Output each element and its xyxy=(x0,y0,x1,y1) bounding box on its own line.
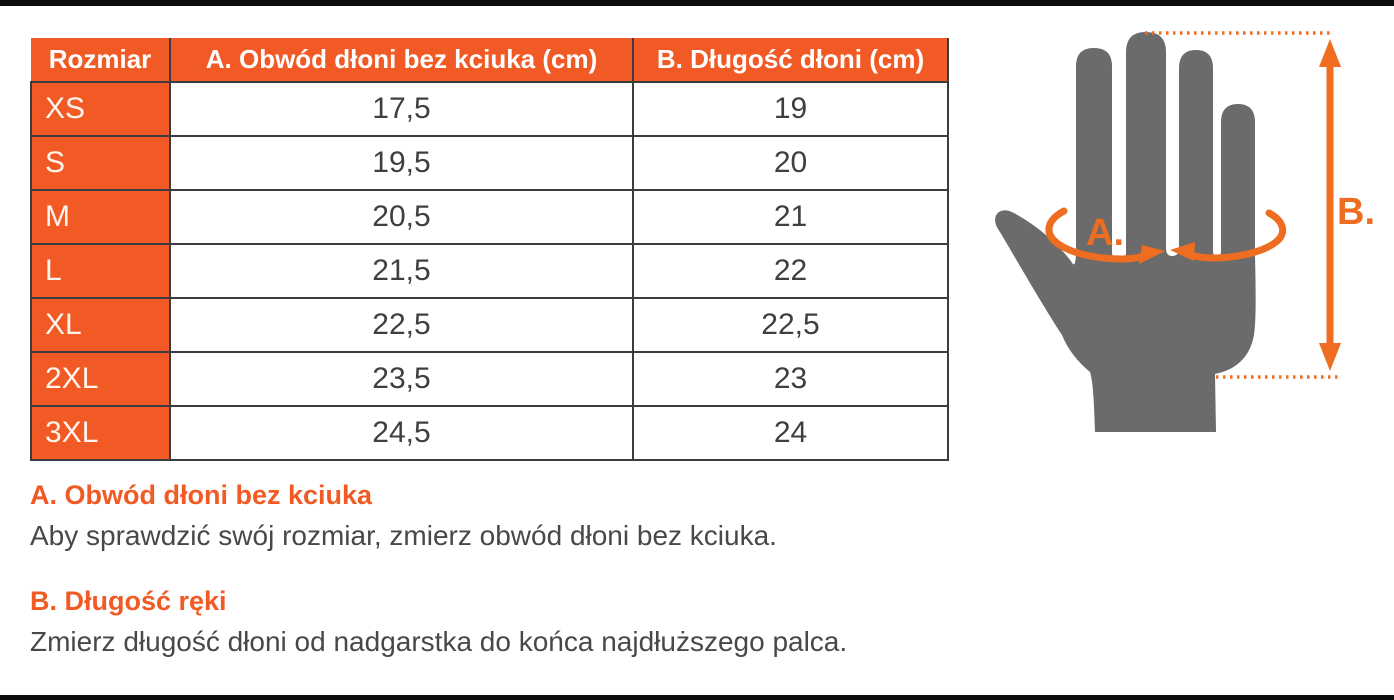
circumference-cell: 24,5 xyxy=(170,406,633,460)
size-cell: S xyxy=(31,136,170,190)
length-cell: 21 xyxy=(633,190,948,244)
table-row xyxy=(31,244,948,298)
col-header-size: Rozmiar xyxy=(31,38,170,82)
table-row xyxy=(31,406,948,460)
length-cell: 20 xyxy=(633,136,948,190)
size-cell: L xyxy=(31,244,170,298)
table-row xyxy=(31,298,948,352)
size-cell: XS xyxy=(31,82,170,136)
length-cell: 22,5 xyxy=(633,298,948,352)
section-circumference xyxy=(30,480,777,552)
col-header-circumference: A. Obwód dłoni bez kciuka (cm) xyxy=(170,38,633,82)
size-cell: XL xyxy=(31,298,170,352)
circumference-cell: 23,5 xyxy=(170,352,633,406)
circumference-cell: 22,5 xyxy=(170,298,633,352)
size-cell: 2XL xyxy=(31,352,170,406)
length-cell: 23 xyxy=(633,352,948,406)
col-header-length: B. Długość dłoni (cm) xyxy=(633,38,948,82)
length-cell: 24 xyxy=(633,406,948,460)
letterbox-bar-top xyxy=(0,0,1394,6)
table-row xyxy=(31,82,948,136)
section-length-heading: B. Długość ręki xyxy=(30,586,227,616)
table-row xyxy=(31,136,948,190)
label-b: B. xyxy=(1337,191,1375,233)
section-circumference-heading: A. Obwód dłoni bez kciuka xyxy=(30,480,373,510)
label-a: A. xyxy=(1086,212,1124,254)
hand-measurement-diagram xyxy=(960,20,1394,460)
letterbox-bar-bottom xyxy=(0,695,1394,700)
circumference-cell: 21,5 xyxy=(170,244,633,298)
hand-silhouette-shape xyxy=(995,32,1256,432)
size-cell: 3XL xyxy=(31,406,170,460)
section-length-body: Zmierz długość dłoni od nadgarstka do końca najdłuższego palca. xyxy=(30,626,848,657)
glove-size-table xyxy=(30,38,949,461)
length-cell: 19 xyxy=(633,82,948,136)
circumference-cell: 17,5 xyxy=(170,82,633,136)
table-row xyxy=(31,352,948,406)
circumference-cell: 20,5 xyxy=(170,190,633,244)
length-cell: 22 xyxy=(633,244,948,298)
table-header-row xyxy=(31,38,948,82)
size-cell: M xyxy=(31,190,170,244)
section-length xyxy=(30,586,847,658)
section-circumference-body: Aby sprawdzić swój rozmiar, zmierz obwód dłoni bez kciuka. xyxy=(30,520,777,551)
table-row xyxy=(31,190,948,244)
circumference-cell: 19,5 xyxy=(170,136,633,190)
